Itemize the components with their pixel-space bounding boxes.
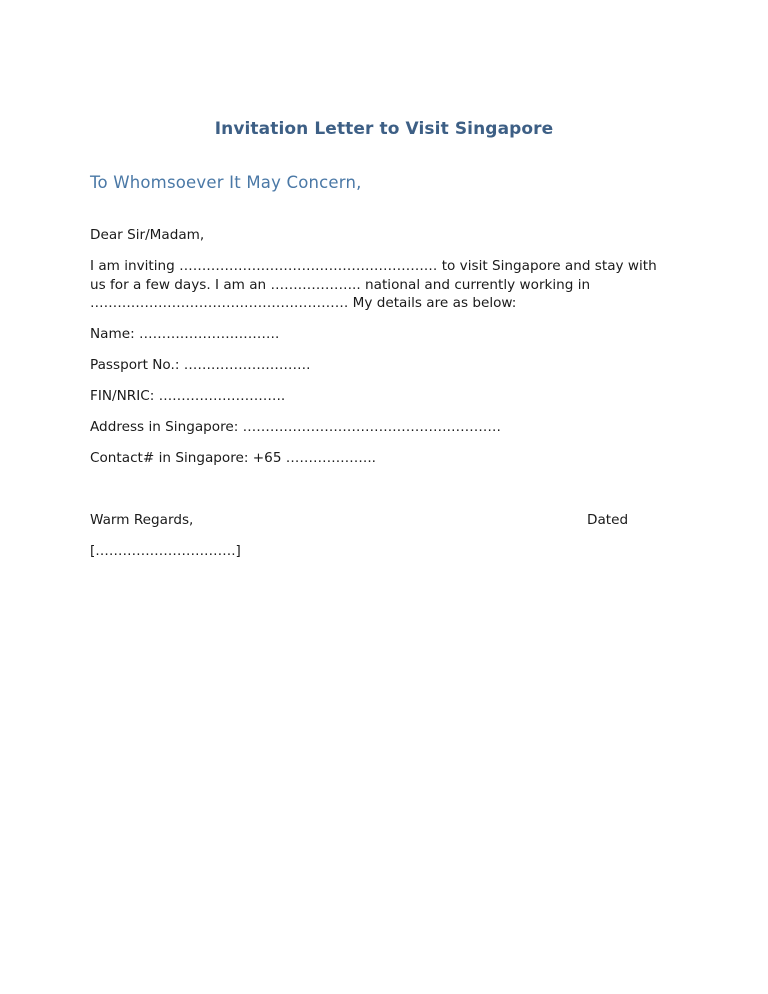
dated-label: Dated [587,512,629,528]
paragraph-line-2: us for a few days. I am an ……………….. national and currently working in [90,276,591,293]
to-whom-heading: To Whomsoever It May Concern, [90,173,362,192]
invitation-paragraph [90,257,690,313]
contact-field: Contact# in Singapore: +65 ……………….. [90,450,377,466]
greeting: Dear Sir/Madam, [90,227,205,243]
address-field: Address in Singapore: ………………………………………………… [90,419,501,435]
paragraph-line-3: ………………………………………………… My details are as below: [90,295,517,311]
closing-regards: Warm Regards, [90,512,194,528]
passport-field: Passport No.: ………………………. [90,357,311,373]
paragraph-line-1: I am inviting ………………………………………………… to visit Singapore and stay with [90,258,657,274]
fin-nric-field: FIN/NRIC: ………………………. [90,388,286,404]
signature-placeholder: [………………………….] [90,543,241,559]
name-field: Name: …………………………. [90,326,280,342]
letter-title: Invitation Letter to Visit Singapore [214,119,554,139]
